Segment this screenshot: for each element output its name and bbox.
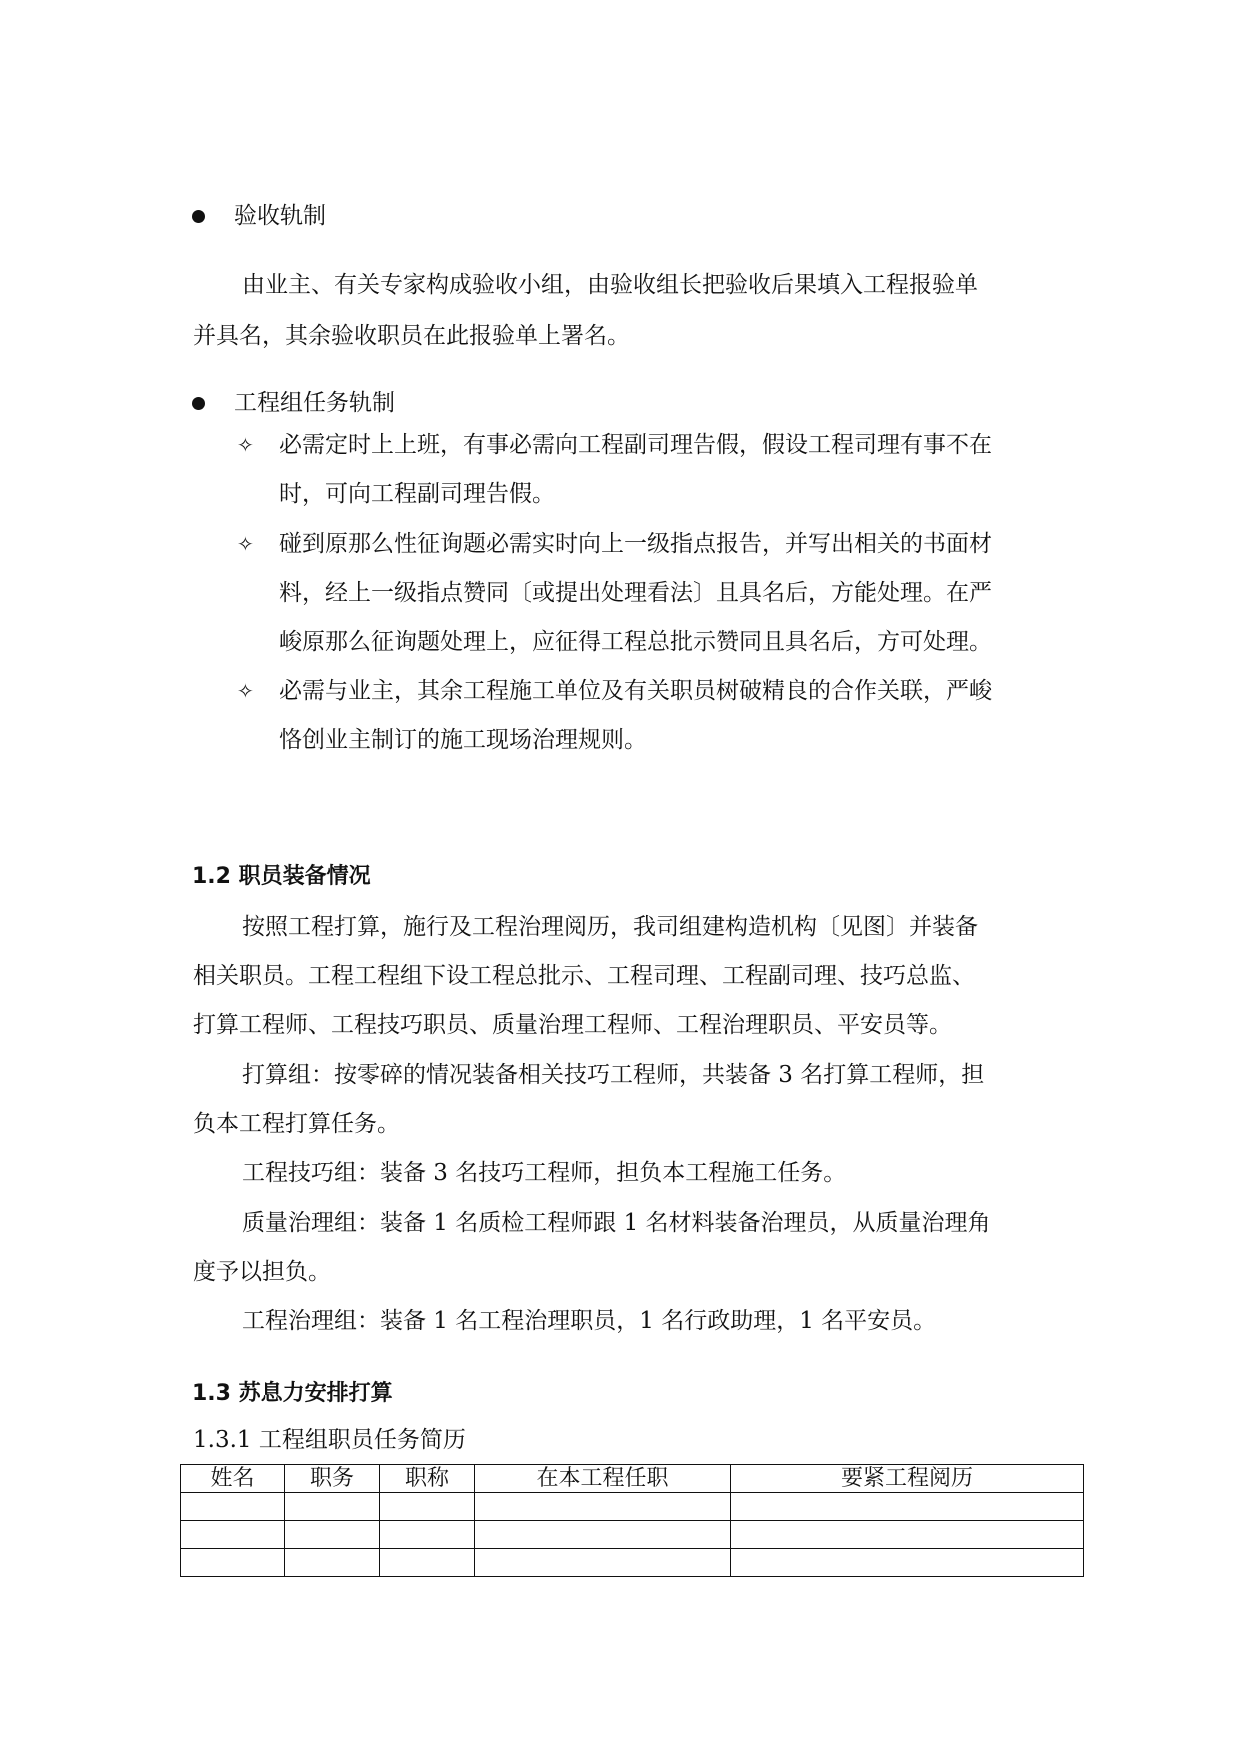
acceptance-title: 验收轨制 — [234, 203, 326, 229]
section-1-2-line-6: 工程技巧组：装备 3 名技巧工程师，担负本工程施工任务。 — [242, 1160, 847, 1186]
section-1-2-line-5: 负本工程打算任务。 — [193, 1111, 400, 1137]
bullet-dot-icon — [192, 397, 205, 410]
section-1-2-line-9: 工程治理组：装备 1 名工程治理职员，1 名行政助理，1 名平安员。 — [242, 1308, 937, 1334]
table-cell — [285, 1493, 380, 1521]
section-1-2-line-4: 打算组：按零碎的情况装备相关技巧工程师，共装备 3 名打算工程师，担 — [242, 1062, 985, 1088]
table-header-row — [181, 1465, 1084, 1493]
staff-resume-table — [180, 1464, 1084, 1577]
table-cell — [285, 1521, 380, 1549]
table-cell — [380, 1521, 475, 1549]
table-row — [181, 1549, 1084, 1577]
section-1-2-line-3: 打算工程师、工程技巧职员、质量治理工程师、工程治理职员、平安员等。 — [193, 1012, 952, 1038]
table-cell — [475, 1493, 731, 1521]
team-item-3-line-2: 恪创业主制订的施工现场治理规则。 — [279, 727, 647, 753]
diamond-bullet-icon: ✧ — [237, 433, 254, 457]
section-1-3-1-subheading: 1.3.1 工程组职员任务简历 — [193, 1427, 466, 1453]
table-header-cell: 要紧工程阅历 — [731, 1465, 1084, 1493]
team-item-1-line-1: 必需定时上上班，有事必需向工程副司理告假，假设工程司理有事不在 — [279, 432, 992, 458]
table-cell — [475, 1521, 731, 1549]
team-item-2-line-1: 碰到原那么性征询题必需实时向上一级指点报告，并写出相关的书面材 — [279, 531, 992, 557]
table-cell — [380, 1549, 475, 1577]
table-cell — [181, 1549, 285, 1577]
section-1-2-line-1: 按照工程打算，施行及工程治理阅历，我司组建构造机构〔见图〕并装备 — [242, 914, 978, 940]
diamond-bullet-icon: ✧ — [237, 679, 254, 703]
table-row — [181, 1493, 1084, 1521]
section-1-2-heading: 1.2 职员装备情况 — [192, 864, 371, 889]
table-cell — [731, 1521, 1084, 1549]
table-cell — [285, 1549, 380, 1577]
table-header-cell: 职务 — [285, 1465, 380, 1493]
team-item-3-line-1: 必需与业主，其余工程施工单位及有关职员树破精良的合作关联，严峻 — [279, 678, 992, 704]
table-cell — [475, 1549, 731, 1577]
section-1-2-line-7: 质量治理组：装备 1 名质检工程师跟 1 名材料装备治理员，从质量治理角 — [242, 1210, 991, 1236]
table-header-cell: 姓名 — [181, 1465, 285, 1493]
diamond-bullet-icon: ✧ — [237, 532, 254, 556]
team-item-2-line-2: 料，经上一级指点赞同〔或提出处理看法〕且具名后，方能处理。在严 — [279, 580, 992, 606]
section-1-2-line-8: 度予以担负。 — [193, 1259, 331, 1285]
table-cell — [731, 1493, 1084, 1521]
acceptance-para-line-2: 并具名，其余验收职员在此报验单上署名。 — [193, 323, 630, 349]
bullet-dot-icon — [192, 210, 205, 223]
table-header-cell: 职称 — [380, 1465, 475, 1493]
table-cell — [181, 1521, 285, 1549]
table-cell — [731, 1549, 1084, 1577]
table-row — [181, 1521, 1084, 1549]
table-header-cell: 在本工程任职 — [475, 1465, 731, 1493]
team-duties-title: 工程组任务轨制 — [234, 390, 395, 416]
team-item-2-line-3: 峻原那么征询题处理上，应征得工程总批示赞同且具名后，方可处理。 — [279, 629, 992, 655]
section-1-3-heading: 1.3 苏息力安排打算 — [192, 1381, 393, 1406]
table-cell — [181, 1493, 285, 1521]
team-item-1-line-2: 时，可向工程副司理告假。 — [279, 481, 555, 507]
table-cell — [380, 1493, 475, 1521]
section-1-2-line-2: 相关职员。工程工程组下设工程总批示、工程司理、工程副司理、技巧总监、 — [193, 963, 975, 989]
acceptance-para-line-1: 由业主、有关专家构成验收小组，由验收组长把验收后果填入工程报验单 — [242, 272, 978, 298]
